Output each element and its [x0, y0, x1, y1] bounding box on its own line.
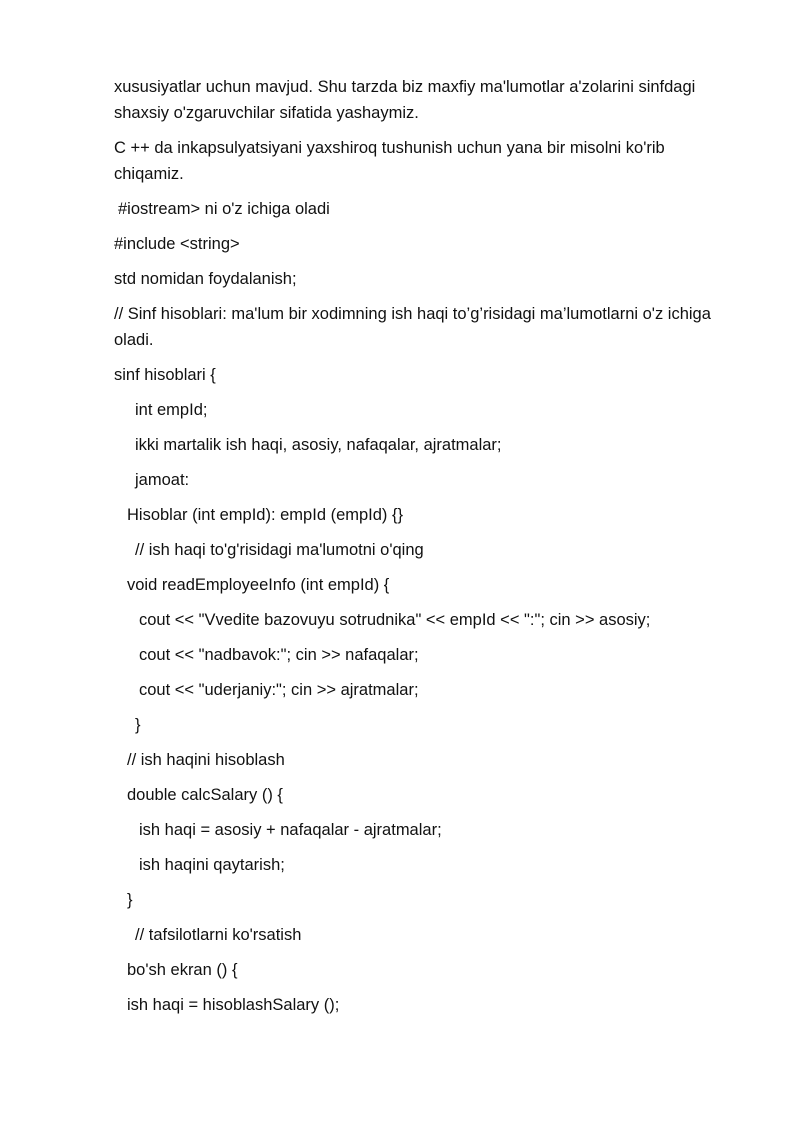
code-comment: // tafsilotlarni ko'rsatish	[135, 926, 302, 944]
code-line: ikki martalik ish haqi, asosiy, nafaqalar, ajratmalar;	[135, 436, 502, 454]
code-line: std nomidan foydalanish;	[114, 270, 297, 288]
code-line: cout << "uderjaniy:"; cin >> ajratmalar;	[139, 681, 419, 699]
code-comment: // ish haqini hisoblash	[127, 751, 285, 769]
code-line: }	[127, 891, 133, 909]
code-line: #iostream> ni o'z ichiga oladi	[118, 200, 330, 218]
code-line: bo'sh ekran () {	[127, 961, 238, 979]
code-line: int empId;	[135, 401, 208, 419]
code-line: double calcSalary () {	[127, 786, 283, 804]
code-line: }	[135, 716, 141, 734]
code-line: void readEmployeeInfo (int empId) {	[127, 576, 390, 594]
code-line: ish haqi = hisoblashSalary ();	[127, 996, 340, 1014]
code-line: sinf hisoblari {	[114, 366, 216, 384]
code-line: #include <string>	[114, 235, 240, 253]
code-comment: // ish haqi to'g'risidagi ma'lumotni o'qing	[135, 541, 424, 559]
code-line: cout << "nadbavok:"; cin >> nafaqalar;	[139, 646, 419, 664]
paragraph-example: C ++ da inkapsulyatsiyani yaxshiroq tushunish uchun yana bir misolni ko'rib chiqamiz.	[114, 139, 665, 183]
code-line: jamoat:	[135, 471, 190, 489]
code-line: ish haqini qaytarish;	[139, 856, 285, 874]
paragraph-intro: xususiyatlar uchun mavjud. Shu tarzda biz maxfiy ma'lumotlar a'zolarini sinfdagi shaxsiy o'zgaruvchilar sifatida yashaymiz.	[114, 78, 696, 122]
code-line: Hisoblar (int empId): empId (empId) {}	[127, 506, 404, 524]
code-line: cout << "Vvedite bazovuyu sotrudnika" << empId << ":"; cin >> asosiy;	[139, 611, 651, 629]
document-body	[114, 74, 714, 1027]
code-line: ish haqi = asosiy + nafaqalar - ajratmalar;	[139, 821, 442, 839]
code-comment: // Sinf hisoblari: ma'lum bir xodimning ish haqi to’g’risidagi ma’lumotlarni o'z ichiga oladi.	[114, 305, 711, 349]
